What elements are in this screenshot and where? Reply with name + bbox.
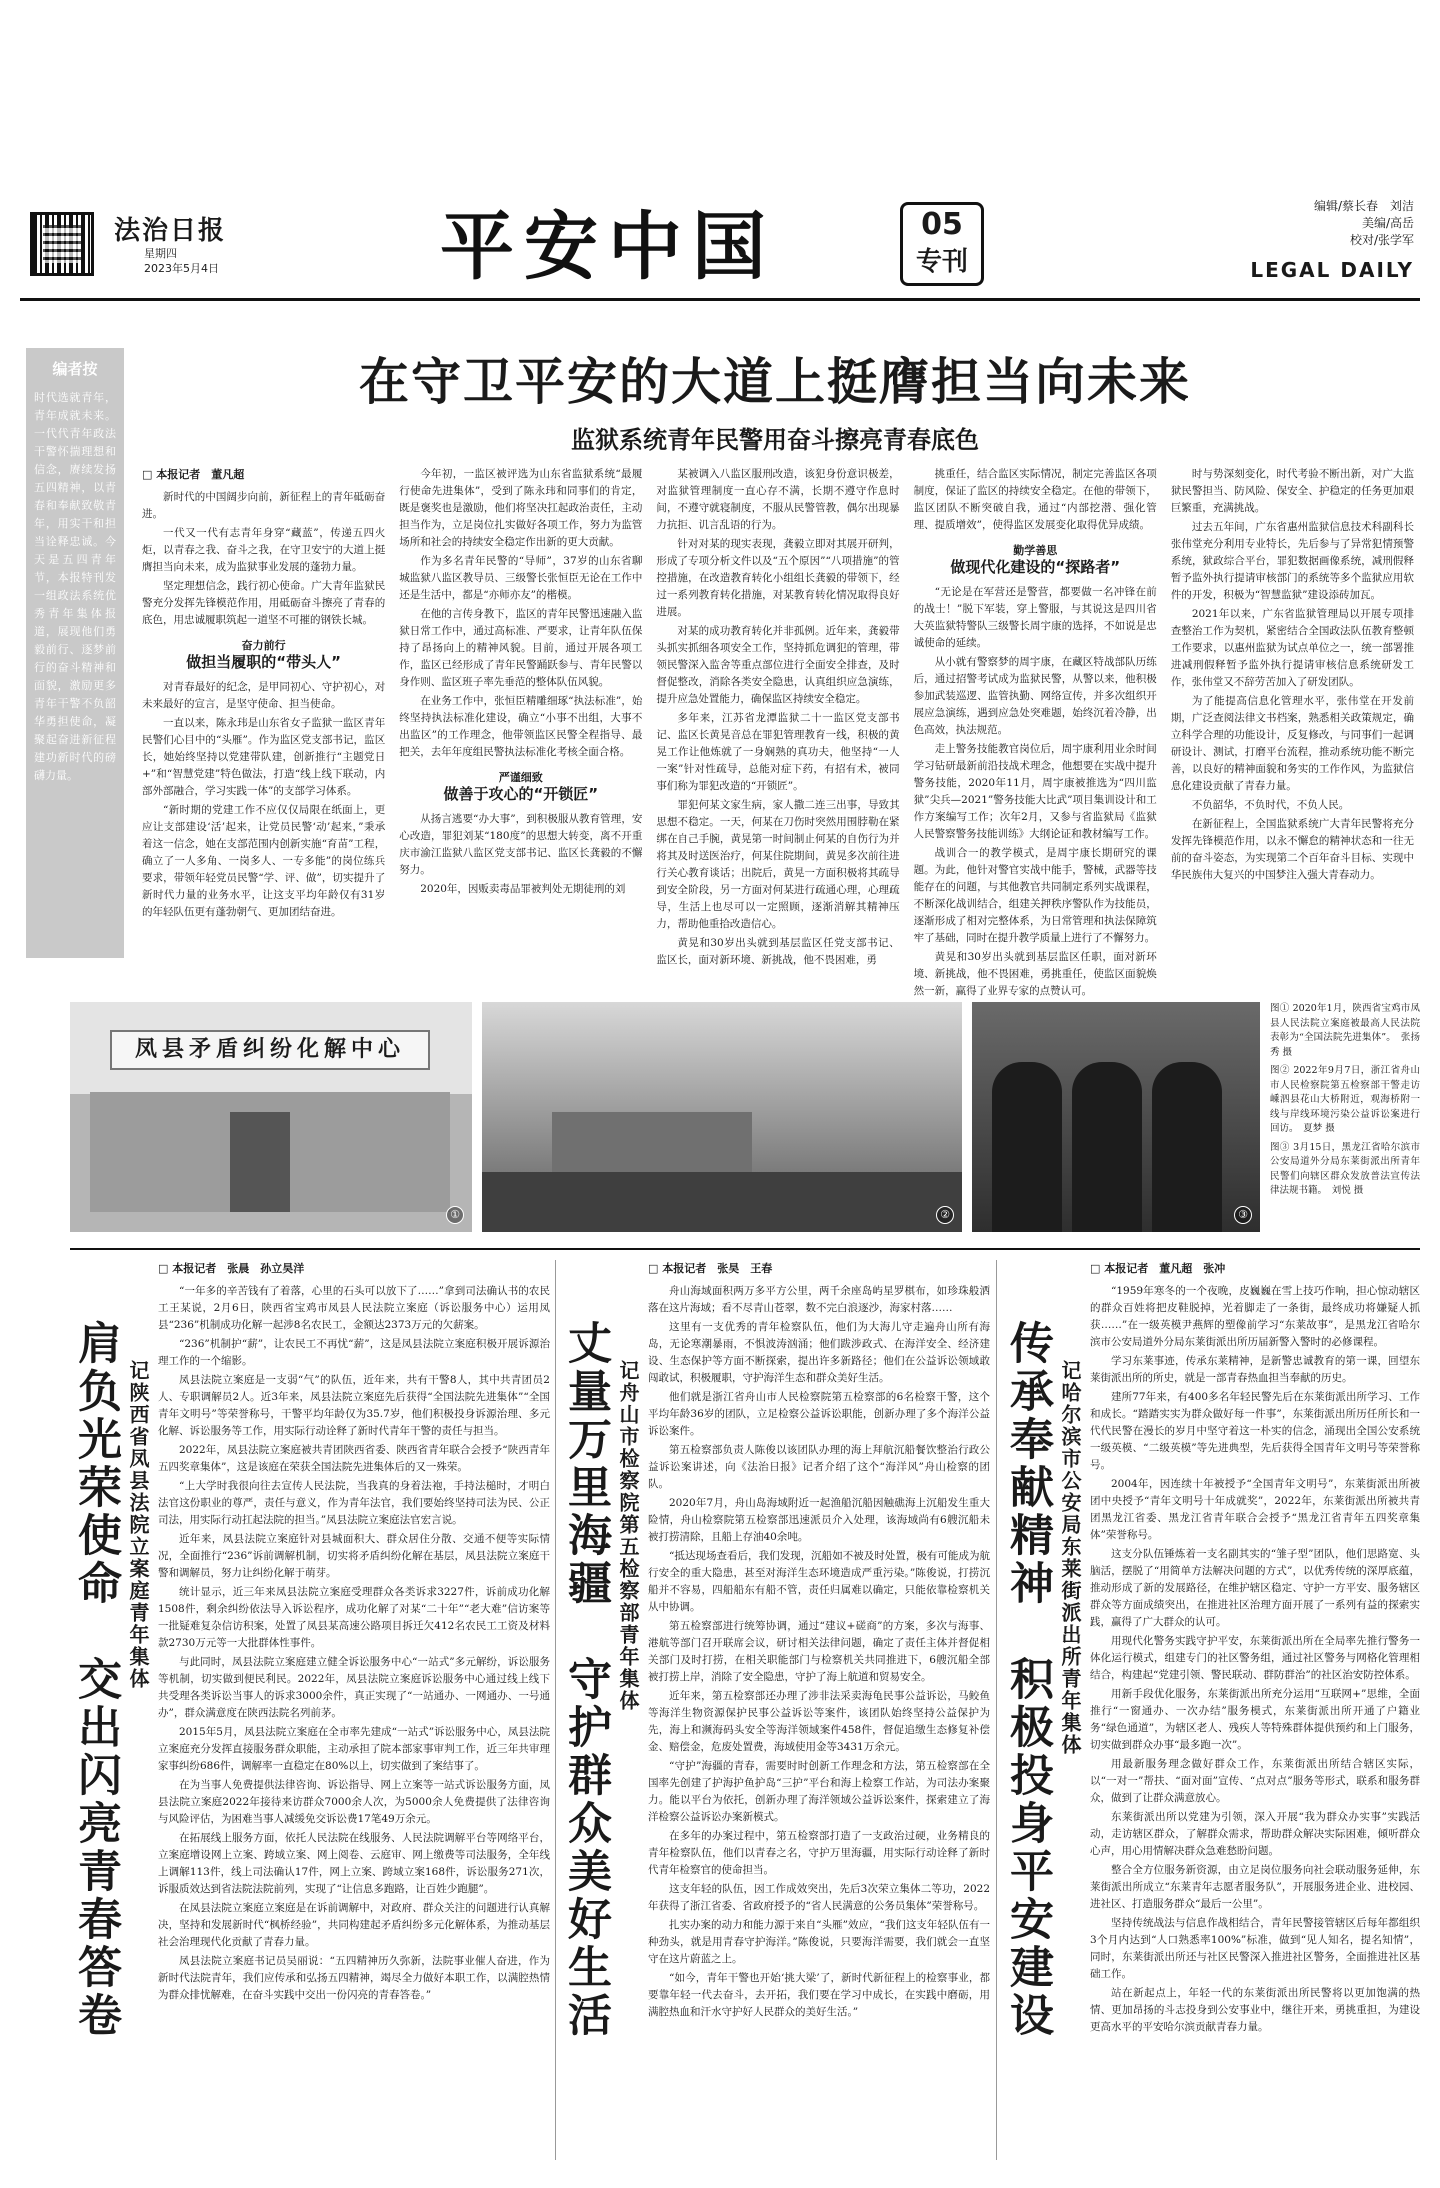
article-column (399, 466, 642, 958)
photo-banner-text: 凤县矛盾纠纷化解中心 (110, 1030, 430, 1070)
photo-row (70, 1002, 1420, 1232)
paragraph: 新时代的中国阔步向前，新征程上的青年砥砺奋进。 (142, 491, 386, 520)
paragraph: 时与势深刻变化，时代考验不断出新，对广大监狱民警担当、防风险、保安全、护稳定的任务更加艰巨繁重，充满挑战。 (1170, 468, 1415, 514)
paragraph: “新时期的党建工作不应仅仅局限在纸面上，更应让支部建设‘活’起来，让党员民警‘动’起来，”秉承着这一信念，她在支部范围内创新实施“育苗”工程，确立了一人多角、一岗多人、一专多能”的岗位练兵要求，带领年轻党员民警“学、评、做”，切实提升了新时代力量的业务水平，让这支平均年龄仅有31岁的年轻队伍更有蓬勃朝气、更加团结奋进。 (142, 804, 386, 918)
paragraph: “如今，青年干警也开始‘挑大梁’了，新时代新征程上的检察事业，都要靠年轻一代去奋斗，去开拓，我们要在学习中成长，在实践中磨砺，用满腔热血和汗水守护好人民群众的美好生活。” (648, 1972, 990, 2018)
masthead (20, 180, 1420, 290)
paragraph: 多年来，江苏省龙潭监狱二十一监区党支部书记、监区长黄晃音总在罪犯管理教育一线，积极的黄晃工作让他炼就了一身娴熟的真功夫，他坚持“一人一案”针对性疏导，总能对症下药，有招有术，被同事们称为罪犯改造的“开锁匠”。 (656, 712, 900, 792)
paragraph: 2020年，因贩卖毒品罪被判处无期徒刑的刘 (420, 883, 626, 895)
paragraph: 统计显示，近三年来凤县法院立案庭受理群众各类诉求3227件，诉前成功化解1508件，剩余纠纷依法导入诉讼程序，成功化解了对某“二十年”“老大难”信访案等一批疑难复杂信访积案，处置了凤县某高速公路项目拆迁欠412名农民工工资及材料款2730万元等一大批群体性事件。 (158, 1586, 550, 1649)
byline: □ 本报记者 董凡超 张冲 (1090, 1262, 1226, 1275)
paragraph: 2020年7月，舟山岛海域附近一起渔船沉船因触礁海上沉船发生重大险情，舟山检察院第五检察部迅速派员介入处理，该海域尚有6艘沉船未被打捞清除，且船上存油40余吨。 (648, 1497, 990, 1543)
newspaper-page (20, 20, 1420, 2168)
designer-line: 美编/高岳 (1361, 216, 1414, 230)
paragraph: 罪犯何某文家生病，家人撒二连三出事，导致其思想不稳定。一天，何某在刀伤时突然用围脖勒在紧绑在自己手腕，黄晃第一时间制止何某的自伤行为并将其及时送医治疗，何某住院期间，黄晃多次前往进行关心教育谈话；出院后，黄晃一方面积极将其疏导到安全阶段，另一方面对何某进行疏通心理，心理疏导，生活上也尽可以一定照顾，逐渐消解其精神压力，帮助他重拾改造信心。 (656, 799, 900, 930)
english-logo: LEGAL DAILY (1250, 258, 1414, 282)
paragraph: 不负韶华，不负时代，不负人民。 (1191, 799, 1350, 811)
photo-number: ① (446, 1206, 464, 1224)
byline: □ 本报记者 张昊 王春 (648, 1262, 773, 1275)
issue-date: 2023年5月4日 (144, 262, 219, 275)
paragraph: 战训合一的教学模式，是周宇康长期研究的课题。为此，他针对警官实战中能手，警械，武器等技能存在的问题，与其他教官共同制定系列实战课程，不断深化战训结合，组建关押秩序警队作为技能员，逐渐形成了相对完整体系，为日常管理和执法保障筑牢了基础，同时在提升教学质量上进行了不懈努力。 (913, 847, 1157, 944)
paragraph: 2015年5月，凤县法院立案庭在全市率先建成“一站式”诉讼服务中心，凤县法院立案庭充分发挥直接服务群众职能，主动承担了院本部家事审判工作，近三年共审理家事纠纷686件，调解率一直稳定在80%以上，切实做到了案结事了。 (158, 1726, 550, 1772)
subhead-kicker: 勤学善思 (1013, 544, 1058, 557)
paragraph: 这里有一支优秀的青年检察队伍，他们为大海儿守走遍舟山所有海岛，无论寒潮暴雨，不惧波涛汹涌；他们跋涉政式、在海洋安全、经济建设、生态保护等方面不断探索，提出许多新路径；他们在公益诉讼领域敢闯敢试，积极履职，守护海洋生态和群众美好生活。 (648, 1321, 990, 1384)
main-headline: 在守卫平安的大道上挺膺担当向未来 (359, 353, 1191, 411)
paragraph: 从小就有警察梦的周宇康，在藏区特战部队历练后，通过招警考试成为监狱民警，从警以来，他积极参加武装巡逻、监管执勤、网络宣传，并多次组织开展应急演练，遇到应急处突难题，始终沉着冷静，出色高效，执法规范。 (913, 656, 1157, 736)
paragraph: 凤县法院立案庭书记员吴丽说：“五四精神历久弥新，法院事业催人奋进，作为新时代法院青年，我们应传承和弘扬五四精神，竭尽全力做好本职工作，以满腔热情为群众排忧解难，在奋斗实践中交出一份闪亮的青春答卷。” (158, 1955, 550, 2001)
paragraph: “无论是在军营还是警营，都要做一名冲锋在前的战士！”脱下军装，穿上警服，与其说这是四川省大英监狱特警队三级警长周宇康的选择，不如说是忠诚使命的延续。 (913, 586, 1157, 649)
article-title: 丈量万里海疆 守护群众美好生活 (560, 1320, 611, 2040)
paragraph: 黄晃和30岁出头就到基层监区任职，面对新环境、新挑战，他不畏困难，勇挑重任，使监区面貌焕然一新，赢得了业界专家的点赞认可。 (913, 951, 1157, 997)
byline: □ 本报记者 张晨 孙立昊洋 (158, 1262, 305, 1275)
editors-line: 编辑/蔡长春 刘洁 (1313, 199, 1414, 213)
paragraph: 他们就是浙江省舟山市人民检察院第五检察部的6名检察干警，这个平均年龄36岁的团队，立足检察公益诉讼职能，创新办理了多个海洋公益诉讼案件。 (648, 1391, 990, 1437)
paragraph: 用现代化警务实践守护平安，东莱街派出所在全局率先推行警务一体化运行模式，组建专门的社区警务组，通过社区警务与网格化管理相结合，构建起“党建引领、警民联动、群防群治”的社区治安防控体系。 (1090, 1635, 1420, 1681)
paragraph: 近年来，第五检察部还办理了涉非法采卖海龟民事公益诉讼，马鲛鱼等海洋生物资源保护民事公益诉讼等案件，该团队始终坚持公益保护为先，海上和濒海码头安全等海洋领域案件458件，督促追缴生态修复补偿金、赔偿金，危废处置费，海域使用金等3431万余元。 (648, 1690, 990, 1753)
paragraph: 坚持传统战法与信息作战相结合，青年民警接管辖区后每年都组织3个月内达到“人口熟悉率100%”标准，做到“见人知名，提名知情”，同时，东莱街派出所还与社区民警深入推进社区警务，全面推进社区基础工作。 (1090, 1917, 1420, 1980)
qr-code-icon (30, 212, 94, 276)
section-subhead (399, 769, 642, 803)
divider (996, 1260, 997, 2160)
article-column (142, 466, 385, 958)
paragraph: 在凤县法院立案庭立案庭是在诉前调解中，对政府、群众关注的问题进行认真解决，坚持和发展新时代“枫桥经验”，共同构建起矛盾纠纷多元化解体系，为推动基层社会治理现代化贡献了青春力量。 (158, 1902, 550, 1948)
paragraph: 作为多名青年民警的“导师”，37岁的山东省聊城监狱八监区教导员、三级警长张恒臣无论在工作中还是生活中，都是“亦师亦友”的楷模。 (399, 555, 643, 601)
person-icon (1072, 1062, 1142, 1232)
paragraph: 走上警务技能教官岗位后，周宇康利用业余时间学习钻研最新前沿技战术理念，他想要在实战中提升警务技能，2020年11月，周宇康被推选为“四川监狱”尖兵—2021”警务技能大比武”项目集训设计和工作方案编写工作；次年2月，又参与省监狱局《监狱人民警察警务技能训练》大纲论证和教材编写工作。 (913, 743, 1157, 840)
paragraph: 用最新服务理念做好群众工作，东莱街派出所结合辖区实际，以“一对一”帮扶、“面对面”宣传、“点对点”服务等形式，联系和服务群众，做到了让群众满意放心。 (1090, 1758, 1420, 1804)
paragraph: 站在新起点上，年轻一代的东莱街派出所民警将以更加饱满的热情、更加昂扬的斗志投身到公安事业中，继往开来，勇挑重担，为建设更高水平的平安哈尔滨贡献青春力量。 (1090, 1987, 1420, 2033)
page-title: 平安中国 (440, 204, 776, 290)
issue-meta (144, 246, 219, 276)
section-subhead (142, 637, 385, 671)
paragraph: “上大学时我很向往去宣传人民法院，当我真的身着法袍，手持法槌时，才明白法官这份职业的尊严，责任与意义，作为青年法官，我们要始终坚持司法为民、公正司法，用实际行动扛起法院的担当。”凤县法院立案庭法官宏言说。 (158, 1480, 550, 1526)
editors-credits (1314, 198, 1414, 249)
paragraph: 学习东莱事迹，传承东莱精神，是新警忠诚教育的第一课，回望东莱街派出所的所史，就是一部青春热血担当奉献的历史。 (1090, 1355, 1420, 1384)
paragraph: “抵达现场查看后，我们发现，沉船如不被及时处置，极有可能成为航行安全的重大隐患，甚至对海洋生态环境造成严重污染。”陈俊说，打捞沉船并不容易，四船船东有船不管，责任归属难以确定，只能依靠检察机关从中协调。 (648, 1550, 990, 1613)
paragraph: 从扬言逃要“办大事”，到积极服从教育管理，安心改造，罪犯刘某“180度”的思想大转变，离不开重庆市渝江监狱八监区党支部书记、监区长龚毅的不懈努力。 (399, 813, 643, 876)
article-procuratorate (560, 1260, 990, 2160)
paragraph: 第五检察部进行统筹协调，通过“建议+磋商”的方案，多次与海事、港航等部门召开联席会议，研讨相关法律问题，确定了责任主体并督促相关部门及时打捞，在相关职能部门与检察机关共同推进下，6艘沉船全部被打捞上岸，消除了安全隐患，守护了海上航道和贸易安全。 (648, 1620, 990, 1683)
subhead-title: 做现代化建设的“探路者” (950, 558, 1121, 576)
photo-number: ③ (1234, 1206, 1252, 1224)
paragraph: 在他的言传身教下，监区的青年民警迅速融入监狱日常工作中，通过高标准、严要求，让青年队伍保持了昂扬向上的精神风貌。目前，通过开展各项工作，监区已经形成了青年民警踊跃参与、青年民警以身作则、监区班子率先垂范的整体队伍风貌。 (399, 608, 643, 688)
paragraph: 一直以来，陈永玮是山东省女子监狱一监区青年民警们心目中的“头雁”。作为监区党支部书记，监区长，她始终坚持以党建带队建，创新推行“主题党日+”和“智慧党建”特色做法，打造“线上线下联动，内部外部融合，学习实践一体”的支部学习体系。 (142, 717, 386, 797)
section-subhead (914, 542, 1157, 576)
paragraph: “守护”海疆的青春，需要时时创新工作理念和方法，第五检察部在全国率先创建了护海护鱼护岛“三护”平台和海上检察工作站，为司法办案聚力。能以平台为依托，创新办理了海洋领域公益诉讼案件，探索建立了海洋检察公益诉讼办案新模式。 (648, 1760, 990, 1823)
paragraph: 在新征程上，全国监狱系统广大青年民警将充分发挥先锋模范作用，以永不懈怠的精神状态和一往无前的奋斗姿态，为实现第二个百年奋斗目标、实现中华民族伟大复兴的中国梦注入强大青春动力。 (1170, 818, 1415, 881)
paragraph: “1959年寒冬的一个夜晚，皮巍巍在雪上技巧作响，担心惊动辖区的群众百姓将把皮鞋脱掉，光着脚走了一条街，最终成功将嫌疑人抓获……”在一级英模尹燕辉的塑像前学习“东莱故事”，是黑龙江省哈尔滨市公安局道外分局东莱街派出所历届新警入警时的必修课程。 (1090, 1285, 1420, 1348)
paragraph: 黄晃和30岁出头就到基层监区任党支部书记、监区长，面对新环境、新挑战，他不畏困难，勇 (656, 937, 900, 966)
paragraph: “236”机制护“薪”，让农民工不再忧“薪”，这是凤县法院立案庭积极开展诉源治理工作的一个缩影。 (158, 1338, 550, 1367)
paragraph: 2004年，因连续十年被授予“全国青年文明号”，东莱街派出所被团中央授予“青年文明号十年成就奖”，2022年，东莱街派出所被共青团黑龙江省委、黑龙江省青年联合会授予“黑龙江省青年五四奖章集体”荣誉称号。 (1090, 1478, 1420, 1541)
photo-captions (1270, 1002, 1420, 1232)
newspaper-logo: 法治日报 (114, 216, 227, 246)
subhead-kicker: 奋力前行 (241, 639, 286, 652)
paragraph: 近年来，凤县法院立案庭针对县城面积大、群众居住分散、交通不便等实际情况，全面推行“236”诉前调解机制，切实将矛盾纠纷化解在基层，凤县法院立案庭干警和调解员，努力让纠纷化解于萌芽。 (158, 1533, 550, 1579)
paragraph: 一代又一代有志青年身穿“藏蓝”，传递五四火炬，以青春之我、奋斗之我，在守卫安宁的大道上挺膺担当向未来，成为监狱事业发展的蓬勃力量。 (142, 527, 386, 573)
subhead-title: 做善于攻心的“开锁匠” (443, 785, 599, 803)
divider (20, 298, 1420, 301)
paragraph: 某被调入八监区服刑改造，该犯身份意识极差，对监狱管理制度一直心存不满，长期不遵守作息时间，不遵守就寝制度，不服从民警管教，偶尔出现暴力抗拒、讥言乱语的行为。 (656, 468, 900, 531)
paragraph: 这支年轻的队伍，因工作成效突出，先后3次荣立集体二等功，2022年获得了浙江省委、省政府授予的“省人民满意的公务员集体”荣誉称号。 (648, 1883, 990, 1912)
article-title: 肩负光荣使命 交出闪亮青春答卷 (70, 1320, 121, 2040)
paragraph: 针对对某的现实表现，龚毅立即对其展开研判，形成了专项分析文件以及“五个原因”“八项措施”的管控措施，在改造教育转化小组组长龚毅的带领下，经过一系列教育转化措施，对某教育转化情况取得良好进展。 (656, 538, 900, 618)
paragraph: 坚定理想信念，践行初心使命。广大青年监狱民警充分发挥先锋模范作用，用砥砺奋斗擦亮了青春的底色，用忠诚履职筑起一道坚不可摧的钢铁长城。 (142, 580, 386, 626)
paragraph: 今年初，一监区被评选为山东省监狱系统“最履行使命先进集体”，受到了陈永玮和同事们的肯定，既是褒奖也是激励，他们将坚决扛起政治责任，主动担当作为，立足岗位扎实做好各项工作，努力为监管场所和社会的持续安全稳定作出新的更大贡献。 (399, 468, 643, 548)
divider (555, 1260, 556, 2160)
paragraph: 在为当事人免费提供法律咨询、诉讼指导、网上立案等一站式诉讼服务方面，凤县法院立案庭2022年接待来访群众7000余人次，为5000余人免费提供了法律咨询与风险评估，为困难当事人减缓免交诉讼费17笔49万余元。 (158, 1779, 550, 1825)
paragraph: 舟山海域面积两万多平方公里，两千余座岛屿星罗棋布，如珍珠般洒落在这片海域；看不尽青山苍翠，数不完白浪逐沙，海家村落…… (648, 1285, 990, 1314)
main-subheadline: 监狱系统青年民警用奋斗擦亮青春底色 (571, 426, 979, 454)
proofreader-line: 校对/张学军 (1349, 233, 1414, 247)
photo-court-center (70, 1002, 472, 1232)
article-column (1171, 466, 1414, 958)
subhead-kicker: 严谨细致 (498, 771, 543, 784)
paragraph: 东莱街派出所以党建为引领，深入开展“我为群众办实事”实践活动，走访辖区群众，了解群众需求，帮助群众解决实际困难，倾听群众心声，用心用情解决群众急难愁盼问题。 (1090, 1811, 1420, 1857)
article-body (158, 1260, 550, 2160)
paragraph: 第五检察部负责人陈俊以该团队办理的海上拜航沉船餐饮整治行政公益诉讼案讲述，向《法治日报》记者介绍了这个“海洋风”舟山检察的团队。 (648, 1444, 990, 1490)
paragraph: 2022年，凤县法院立案庭被共青团陕西省委、陕西省青年联合会授予“陕西青年五四奖章集体”，这是该庭在荣获全国法院先进集体后的又一殊荣。 (158, 1444, 550, 1473)
paragraph: 在多年的办案过程中，第五检察部打造了一支政治过硬，业务精良的青年检察队伍，他们以青春之名，守护万里海疆，用实际行动诠释了新时代青年检察官的使命担当。 (648, 1830, 990, 1876)
article-court (70, 1260, 550, 2160)
paragraph: 对某的成功教育转化并非孤例。近年来，龚毅带头抓实抓细各项安全工作，坚持抓危调犯的管理，带领民警深入监舍等重点部位进行全面安全排查，及时督促整改，消除各类安全隐患，认真组织应急演练，提升应急处置能力，确保监区持续安全稳定。 (656, 625, 900, 705)
photo-island-visit (482, 1002, 962, 1232)
weekday: 星期四 (144, 247, 177, 260)
paragraph: 这支分队伍锤炼着一支名副其实的“雏子型”团队，他们思路宽、头脑活，摆脱了“用简单方法解决问题的方式”，以优秀传统的深厚底蕴，推动形成了新的发展路径，在维护辖区稳定、守护一方平安、服务辖区群众等方面成绩突出，在推进社区治理方面开展了一系列有益的探索实践，赢得了广大群众的认可。 (1090, 1548, 1420, 1628)
section-number: 05 (921, 207, 963, 242)
paragraph: 与此同时，凤县法院立案庭建立健全诉讼服务中心“一站式”多元解纷，诉讼服务等机制，切实做到便民利民。2022年，凤县法院立案庭诉讼服务中心通过线上线下共受理各类诉讼当事人的诉求3000余件，真正实现了“一站通办、一网通办、一号通办”，群众满意度在陕西法院名列前茅。 (158, 1656, 550, 1719)
subhead-title: 做担当履职的“带头人” (186, 653, 341, 671)
editor-note-heading: 编者按 (52, 360, 98, 378)
article-column (913, 466, 1157, 997)
paragraph: 扎实办案的动力和能力源于来自“头雁”效应，“我们这支年轻队伍有一种劲头，就是用青春守护海洋。”陈俊说，只要海洋需要，我们就会一直坚守在这片蔚蓝之上。 (648, 1919, 990, 1965)
person-icon (992, 1062, 1062, 1232)
article-column (656, 466, 900, 966)
paragraph: 挑重任，结合监区实际情况，制定完善监区各项制度，保证了监区的持续安全稳定。在他的带领下，监区团队不断突破自我，通过“内部挖潜、强化管理、提质增效”，使得监区发展变化取得优异成绩。 (913, 468, 1157, 531)
top-article-body (142, 466, 1415, 997)
paragraph: 为了能提高信息化管理水平，张伟堂在开发前期，广泛查阅法律文书档案，熟悉相关政策规定，确立科学合理的功能设计，反复修改，与同事们一起调研设计、测试，打磨平台流程，推动系统功能不断完善，以良好的精神面貌和务实的工作作风，为监狱信息化建设贡献了青春力量。 (1170, 695, 1415, 792)
paragraph: 在业务工作中，张恒臣精雕细琢“执法标准”，始终坚持执法标准化建设，确立“小事不出组，大事不出监区”的工作理念，他带领监区民警全程指导、最把关，去年年度组民警执法标准化考核全面合格。 (399, 695, 643, 758)
section-kind: 专刊 (915, 247, 968, 277)
paragraph: “一年多的辛苦钱有了着落，心里的石头可以放下了……”拿到司法确认书的农民工王某说，2月6日，陕西省宝鸡市凤县人民法院立案庭（诉讼服务中心）运用凤县“236”机制成功化解一起涉8名农民工，金额达2373万元的欠薪案。 (158, 1285, 550, 1331)
article-body (648, 1260, 990, 2160)
editor-note-body: 时代选就青年，青年成就未来。一代代青年政法干警怀揣理想和信念，赓续发扬五四精神，以青春和奉献致敬青年，用实干和担当诠释忠诚。今天是五四青年节，本报特刊发一组政法系统优秀青年集体报道，展现他们勇毅前行、逐梦前行的奋斗精神和面貌，激励更多青年干警不负韶华勇担使命，凝聚起奋进新征程建功新时代的磅礴力量。 (34, 391, 116, 782)
section-badge (900, 202, 984, 286)
photo-caption: 图② 2022年9月7日，浙江省舟山市人民检察院第五检察部干警走访嵊泗县花山大桥附近，观海桥附一线与岸线环境污染公益诉讼案进行回访。 夏梦 摄 (1270, 1065, 1420, 1134)
article-subtitle: 记舟山市检察院第五检察部青年集体 (616, 1360, 640, 1712)
article-title: 传承奉献精神 积极投身平安建设 (1002, 1320, 1053, 2040)
photo-police-officers (972, 1002, 1260, 1232)
paragraph: 凤县法院立案庭是一支弱“气”的队伍，近年来，共有干警8人，其中共青团员2人、专职调解员2人。近3年来，凤县法院立案庭先后获得“全国法院先进集体”“全国青年文明号”等荣誉称号，干警平均年龄仅为35.7岁，他们积极投身诉源治理、多元化解、诉讼服务等工作，用实际行动诠释了新时代青年干警的责任与担当。 (158, 1374, 550, 1437)
article-subtitle: 记哈尔滨市公安局东莱街派出所青年集体 (1058, 1360, 1082, 1756)
byline: □ 本报记者 董凡超 (142, 468, 245, 481)
paragraph: 过去五年间，广东省惠州监狱信息技术科副科长张伟堂充分利用专业特长，先后参与了异常犯情预警系统，狱政综合平台，罪犯数据画像系统，减刑假释暂予监外执行提请审核部门的系统等多个监狱应用软件的开发，积极为“智慧监狱”建设添砖加瓦。 (1170, 521, 1415, 601)
paragraph: 对青春最好的纪念，是甲同初心、守护初心，对未来最好的宣言，是坚守使命、担当使命。 (142, 681, 386, 710)
article-police-station (1002, 1260, 1420, 2160)
divider (70, 1248, 1420, 1250)
photo-number: ② (936, 1206, 954, 1224)
article-subtitle: 记陕西省凤县法院立案庭青年集体 (126, 1360, 150, 1690)
paragraph: 用新手段优化服务，东莱街派出所充分运用“互联网+”思维，全面推行“一窗通办、一次办结”服务模式，东莱街派出所开通了户籍业务“绿色通道”，为辖区老人、残疾人等特殊群体提供预约和上门服务，切实做到群众办事“最多跑一次”。 (1090, 1688, 1420, 1751)
paragraph: 在拓展线上服务方面，依托人民法院在线服务、人民法院调解平台等网络平台，立案庭增设网上立案、跨域立案、网上阅卷、云庭审、网上缴费等司法服务，全年线上调解113件，线上司法确认17件，网上立案、跨域立案168件，诉讼服务271次，诉服质效达到省法院法院前列，实现了“让信息多跑路，让百姓少跑腿”。 (158, 1832, 550, 1895)
door-shape (230, 1112, 290, 1212)
ground-shape (482, 1172, 962, 1232)
paragraph: 2021年以来，广东省监狱管理局以开展专项排查整治工作为契机，紧密结合全国政法队伍教育整顿工作要求，以惠州监狱为试点单位之一，统一部署推进减刑假释暂予监外执行提请审核信息系统研发工作，张伟堂又不辞劳苦加入了研发团队。 (1170, 608, 1415, 688)
editor-note (26, 348, 124, 958)
paragraph: 建所77年来，有400多名年轻民警先后在东莱街派出所学习、工作和成长。“踏踏实实为群众做好每一件事”，东莱街派出所历任所长和一代代民警在漫长的岁月中坚守着这一朴实的信念，涌现出全国公安系统一级英模、“二级英模”等先进典型，先后获得全国青年文明号等荣誉称号。 (1090, 1391, 1420, 1471)
article-body (1090, 1260, 1420, 2160)
paragraph: 整合全方位服务新资源，由立足岗位服务向社会联动服务延伸，东莱街派出所成立“东莱青年志愿者服务队”，开展服务进企业、进校园、进社区、打造服务群众“最后一公里”。 (1090, 1864, 1420, 1910)
photo-caption: 图③ 3月15日，黑龙江省哈尔滨市公安局道外分局东莱街派出所青年民警们向辖区群众发放普法宣传法律法规书籍。 刘悦 摄 (1270, 1141, 1420, 1196)
photo-caption: 图① 2020年1月，陕西省宝鸡市凤县人民法院立案庭被最高人民法院表彰为“全国法院先进集体”。 张扬秀 摄 (1270, 1003, 1420, 1058)
person-icon (1152, 1062, 1222, 1232)
